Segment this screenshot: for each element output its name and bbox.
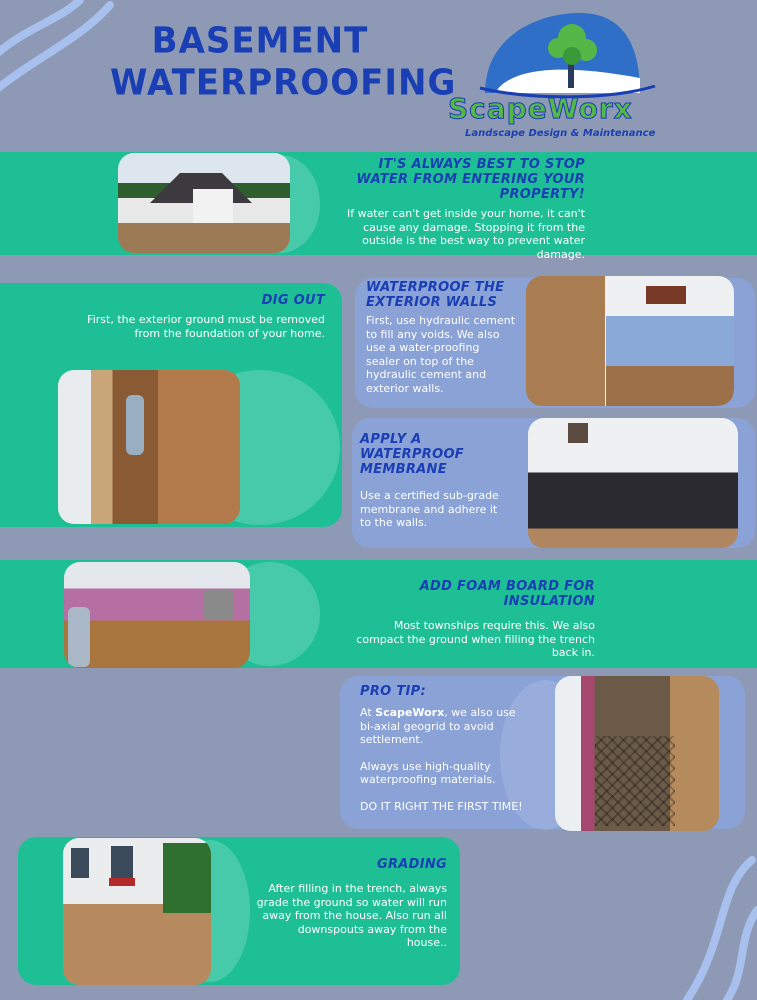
dig-out-heading: DIG OUT <box>261 293 325 308</box>
stop-water-heading: IT'S ALWAYS BEST TO STOP WATER FROM ENTERING YOUR PROPERTY! <box>356 157 585 202</box>
decorative-swirl-top-left <box>0 0 120 110</box>
foam-board-heading: ADD FOAM BOARD FOR INSULATION <box>419 579 595 609</box>
grading-heading: GRADING <box>376 857 447 872</box>
stop-water-text <box>340 157 585 261</box>
foam-board-photo <box>64 562 250 668</box>
foam-board-text <box>355 579 595 660</box>
grading-photo <box>63 838 211 985</box>
waterproof-walls-body: First, use hydraulic cement to fill any voids. We also use a water-proofing sealer on top of the hydraulic cement and exterior walls. <box>366 314 516 395</box>
page-title <box>110 20 457 104</box>
decorative-swirl-bottom-right <box>657 850 757 1000</box>
foam-board-body: Most townships require this. We also compact the ground when filling the trench back in. <box>356 619 595 659</box>
title-line-1: BASEMENT <box>151 20 369 62</box>
scapeworx-logo <box>440 8 690 143</box>
waterproof-walls-text <box>366 280 516 395</box>
pro-tip-brand: ScapeWorx <box>375 706 445 719</box>
logo-name: ScapeWorx <box>448 92 633 125</box>
membrane-text <box>360 432 510 530</box>
logo-tagline: Landscape Design & Maintenance <box>465 128 656 139</box>
waterproof-walls-heading: WATERPROOF THE EXTERIOR WALLS <box>366 280 505 310</box>
membrane-heading: APPLY A WATERPROOF MEMBRANE <box>360 432 464 477</box>
dig-out-text <box>70 293 325 340</box>
grading-text <box>255 857 447 950</box>
logo-emblem-icon <box>440 8 690 103</box>
pro-tip-body-2: Always use high-quality waterproofing materials. <box>360 759 496 786</box>
grading-body: After filling in the trench, always grade the ground so water will run away from the house. Also run all downspouts away from the house.. <box>256 882 447 949</box>
pro-tip-body-3: DO IT RIGHT THE FIRST TIME! <box>360 799 523 813</box>
house-photo <box>118 153 290 253</box>
pro-tip-body-1 <box>360 706 525 747</box>
pro-tip-heading: PRO TIP: <box>360 684 426 699</box>
pro-tip-body-suffix: , we also use bi-axial geogrid to avoid settlement. <box>360 706 516 746</box>
membrane-photo <box>528 418 738 548</box>
membrane-body: Use a certified sub-grade membrane and adhere it to the walls. <box>360 489 499 529</box>
foundation-sealer-photo <box>526 276 734 406</box>
dig-out-body: First, the exterior ground must be removed from the foundation of your home. <box>87 313 325 340</box>
geogrid-photo <box>555 676 719 831</box>
title-line-2: WATERPROOFING <box>110 62 457 104</box>
stop-water-body: If water can't get inside your home, it can't cause any damage. Stopping it from the outside is the best way to prevent water damage. <box>346 207 585 261</box>
pro-tip-body-prefix: At <box>360 706 376 719</box>
pro-tip-text <box>360 684 525 813</box>
trench-dig-photo <box>58 370 240 524</box>
